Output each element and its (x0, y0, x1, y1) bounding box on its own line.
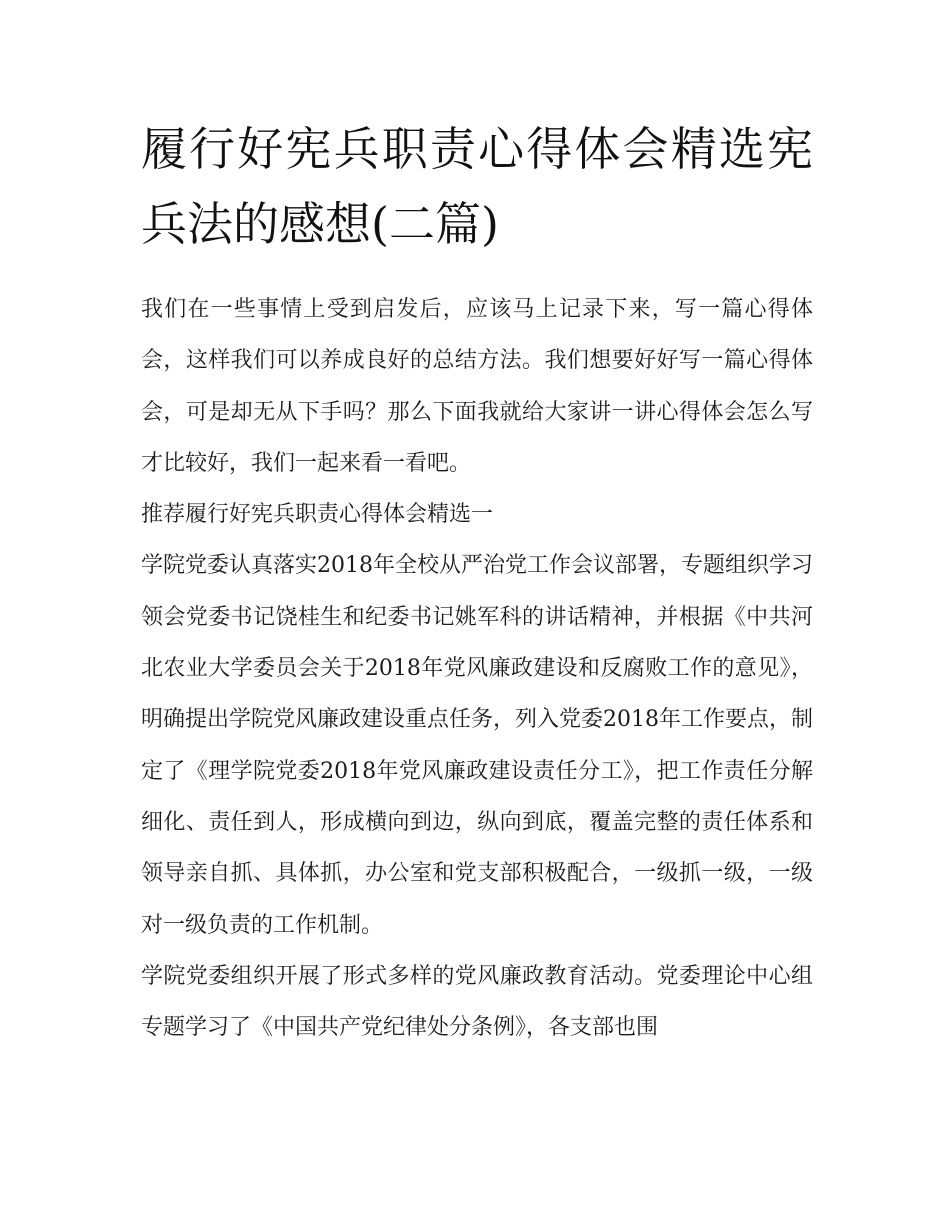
section-heading: 推荐履行好宪兵职责心得体会精选一 (141, 502, 494, 528)
document-title: 履行好宪兵职责心得体会精选宪兵法的感想(二篇) (141, 122, 813, 251)
document-body (141, 284, 813, 1053)
body-paragraph: 学院党委组织开展了形式多样的党风廉政教育活动。党委理论中心组专题学习了《中国共产党纪律处分条例》，各支部也围 (141, 963, 813, 1041)
body-paragraph: 学院党委认真落实2018年全校从严治党工作会议部署，专题组织学习领会党委书记饶桂生和纪委书记姚军科的讲话精神，并根据《中共河北农业大学委员会关于2018年党风廉政建设和反腐败工作的意见》，明确提出学院党风廉政建设重点任务，列入党委2018年工作要点，制定了《理学院党委2018年党风廉政建设责任分工》，把工作责任分解细化、责任到人，形成横向到边，纵向到底，覆盖完整的责任体系和领导亲自抓、具体抓，办公室和党支部积极配合，一级抓一级，一级对一级负责的工作机制。 (141, 553, 813, 938)
document-page (141, 112, 813, 1053)
intro-paragraph: 我们在一些事情上受到启发后，应该马上记录下来，写一篇心得体会，这样我们可以养成良好的总结方法。我们想要好好写一篇心得体会，可是却无从下手吗？那么下面我就给大家讲一讲心得体会怎么写才比较好，我们一起来看一看吧。 (141, 297, 813, 476)
